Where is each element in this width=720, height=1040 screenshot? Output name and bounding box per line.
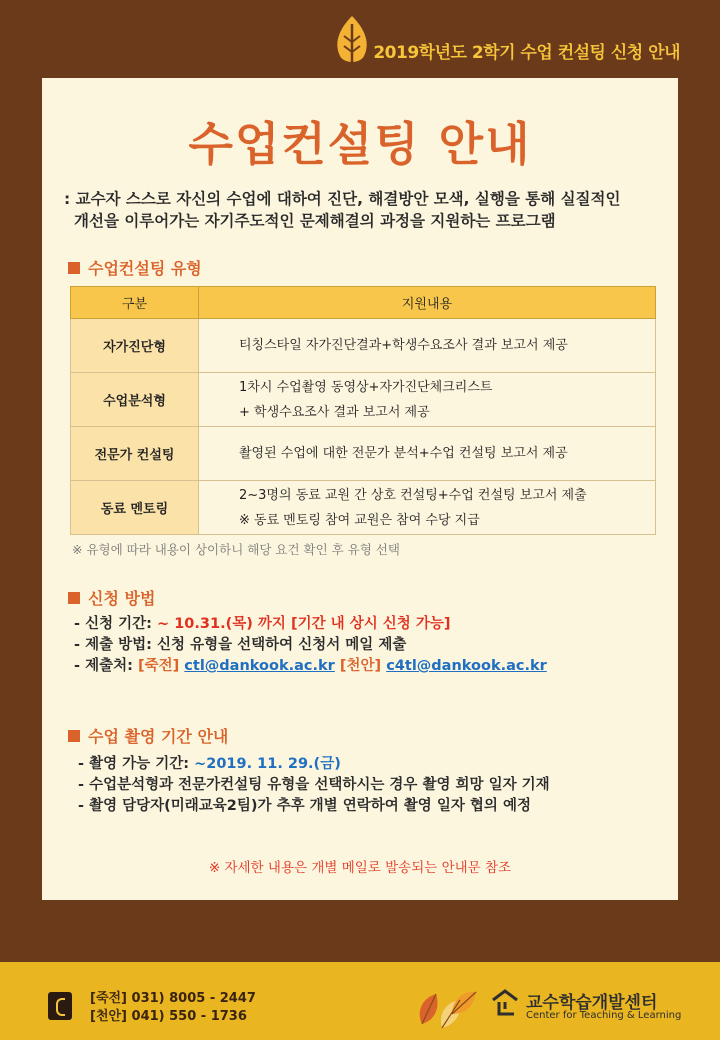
row-content	[199, 373, 656, 427]
page-title: 수업컨설팅 안내	[188, 117, 532, 171]
phone-jukjeon: [죽전] 031) 8005 - 2447	[90, 991, 256, 1006]
leaf-logo-icon	[330, 14, 374, 78]
row-content-line: ※ 동료 멘토링 참여 교원은 참여 수당 지급	[239, 512, 480, 528]
center-logo-icon	[490, 988, 520, 1018]
apply-period-value: ~ 10.31.(목) 까지 [기간 내 상시 신청 가능]	[157, 616, 451, 632]
bullet-square-icon	[68, 592, 80, 604]
contact-numbers	[90, 990, 256, 1026]
row-content-line: 티칭스타일 자가진단결과+학생수요조사 결과 보고서 제공	[239, 338, 568, 353]
filming-period-value: ~2019. 11. 29.(금)	[194, 756, 341, 772]
filming-period-label: - 촬영 가능 기간:	[78, 756, 190, 772]
apply-period	[74, 614, 547, 635]
column-header-category: 구분	[71, 287, 199, 319]
row-category: 전문가 컨설팅	[71, 427, 199, 481]
types-table	[70, 286, 656, 535]
types-section-heading	[68, 256, 202, 279]
types-heading-text: 수업컨설팅 유형	[88, 259, 202, 278]
types-note: ※ 유형에 따라 내용이 상이하니 해당 요건 확인 후 유형 선택	[72, 542, 400, 557]
intro-line-1: : 교수자 스스로 자신의 수업에 대하여 진단, 해결방안 모색, 실행을 통해 실질적인	[64, 190, 621, 208]
leaves-decoration-icon	[412, 984, 480, 1036]
header-title: 2019학년도 2학기 수업 컨설팅 신청 안내	[373, 43, 680, 63]
campus-cheonan-label: [천안]	[339, 658, 382, 674]
apply-section-heading	[68, 586, 155, 609]
bottom-bar	[0, 962, 720, 1040]
center-name: 교수학습개발센터	[526, 993, 658, 1013]
row-content-line: 촬영된 수업에 대한 전문가 분석+수업 컨설팅 보고서 제공	[239, 446, 568, 461]
footer-note: ※ 자세한 내용은 개별 메일로 발송되는 안내문 참조	[208, 860, 512, 876]
row-content-line: + 학생수요조사 결과 보고서 제공	[239, 404, 430, 420]
apply-method-value: 신청 유형을 선택하여 신청서 메일 제출	[157, 637, 407, 653]
filming-period	[78, 754, 550, 775]
campus-jukjeon-label: [죽전]	[137, 658, 180, 674]
table-row	[71, 427, 656, 481]
apply-destination	[74, 656, 547, 677]
bullet-square-icon	[68, 262, 80, 274]
filming-list	[78, 754, 550, 817]
row-content	[199, 319, 656, 373]
filming-heading-text: 수업 촬영 기간 안내	[88, 727, 229, 746]
column-header-content: 지원내용	[199, 287, 656, 319]
apply-heading-text: 신청 방법	[88, 589, 156, 608]
row-content	[199, 427, 656, 481]
phone-cheonan: [천안] 041) 550 - 1736	[90, 1009, 247, 1024]
filming-section-heading	[68, 724, 228, 747]
email-link-jukjeon[interactable]: ctl@dankook.ac.kr	[184, 658, 335, 674]
row-content-line: 2~3명의 동료 교원 간 상호 컨설팅+수업 컨설팅 보고서 제출	[239, 487, 587, 503]
row-category: 자가진단형	[71, 319, 199, 373]
email-link-cheonan[interactable]: c4tl@dankook.ac.kr	[386, 658, 547, 674]
apply-period-label: - 신청 기간:	[74, 616, 152, 632]
phone-icon	[48, 992, 72, 1020]
apply-list	[74, 614, 547, 677]
table-row	[71, 373, 656, 427]
apply-method	[74, 635, 547, 656]
filming-line-3: - 촬영 담당자(미래교육2팀)가 추후 개별 연락하여 촬영 일자 협의 예정	[78, 798, 531, 814]
table-header-row	[71, 287, 656, 319]
apply-method-label: - 제출 방법:	[74, 637, 152, 653]
table-row	[71, 319, 656, 373]
filming-line-2: - 수업분석형과 전문가컨설팅 유형을 선택하시는 경우 촬영 희망 일자 기재	[78, 777, 550, 793]
row-content	[199, 481, 656, 535]
intro-text	[64, 188, 664, 232]
intro-line-2: 개선을 이루어가는 자기주도적인 문제해결의 과정을 지원하는 프로그램	[74, 212, 556, 230]
content-panel	[42, 78, 678, 900]
row-category: 수업분석형	[71, 373, 199, 427]
center-name-english: Center for Teaching & Learning	[526, 1010, 682, 1021]
row-content-line: 1차시 수업촬영 동영상+자가진단체크리스트	[239, 379, 493, 395]
row-category: 동료 멘토링	[71, 481, 199, 535]
apply-destination-label: - 제출처:	[74, 658, 133, 674]
bullet-square-icon	[68, 730, 80, 742]
table-row	[71, 481, 656, 535]
